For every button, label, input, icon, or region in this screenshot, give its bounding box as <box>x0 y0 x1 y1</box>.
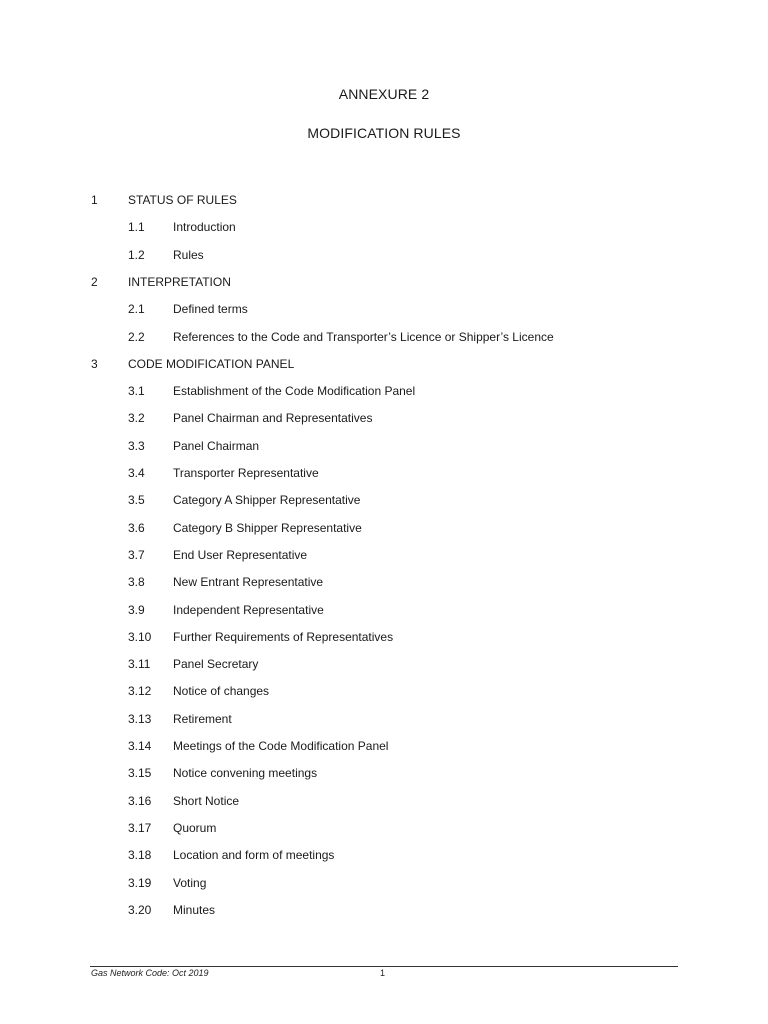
toc-item-title: Defined terms <box>173 302 248 317</box>
toc-subsection-row <box>0 765 768 781</box>
toc-item-number: 1 <box>91 193 98 207</box>
toc-subsection-row <box>0 465 768 481</box>
toc-item-number: 2 <box>91 274 98 289</box>
toc-subsection-row <box>0 602 768 618</box>
toc-item-number: 3.20 <box>128 902 152 917</box>
toc-item-number: 3.15 <box>128 766 152 781</box>
toc-item-number: 3.10 <box>128 629 152 644</box>
toc-item-title: Independent Representative <box>173 602 324 617</box>
toc-item-number: 2.1 <box>128 302 145 317</box>
toc-item-title: Establishment of the Code Modification Panel <box>173 384 416 399</box>
toc-item-number: 3.14 <box>128 739 152 753</box>
toc-item-title: Transporter Representative <box>173 466 319 480</box>
toc-item-number: 3.11 <box>128 657 151 672</box>
toc-subsection-row <box>0 820 768 836</box>
toc-subsection-row <box>0 520 768 536</box>
toc-subsection-row <box>0 875 768 891</box>
toc-item-title: Notice of changes <box>173 684 270 699</box>
toc-subsection-row <box>0 793 768 809</box>
toc-item-number: 3.1 <box>128 384 145 399</box>
toc-item-title: Introduction <box>173 220 236 235</box>
toc-item-number: 3.3 <box>128 438 145 453</box>
toc-item-title: INTERPRETATION <box>128 274 231 289</box>
annex-title: ANNEXURE 2 <box>338 86 430 102</box>
toc-item-title: Short Notice <box>173 793 240 808</box>
toc-item-title: Minutes <box>173 902 216 917</box>
toc-subsection-row <box>0 711 768 727</box>
toc-item-title: References to the Code and Transporter’s Licence or Shipper’s Licence <box>173 329 554 344</box>
toc-item-number: 3.5 <box>128 493 145 508</box>
toc-item-number: 3.13 <box>128 711 152 726</box>
toc-section-row <box>0 274 768 290</box>
toc-section-row <box>0 192 768 208</box>
toc-subsection-row <box>0 301 768 317</box>
toc-item-number: 3.17 <box>128 820 152 835</box>
footer-divider <box>90 966 678 967</box>
toc-subsection-row <box>0 847 768 863</box>
toc-item-number: 3 <box>91 356 98 371</box>
toc-item-number: 2.2 <box>128 329 145 344</box>
toc-subsection-row <box>0 329 768 345</box>
toc-item-title: Meetings of the Code Modification Panel <box>173 739 389 753</box>
toc-item-number: 3.7 <box>128 547 145 562</box>
toc-subsection-row <box>0 629 768 645</box>
toc-item-number: 3.4 <box>128 466 145 480</box>
document-title: MODIFICATION RULES <box>307 125 461 141</box>
toc-subsection-row <box>0 683 768 699</box>
toc-item-number: 3.2 <box>128 411 145 426</box>
toc-item-title: Further Requirements of Representatives <box>173 629 394 644</box>
toc-item-number: 3.6 <box>128 520 145 535</box>
toc-item-title: Voting <box>173 875 207 890</box>
toc-item-title: Panel Chairman <box>173 438 260 453</box>
toc-item-title: STATUS OF RULES <box>128 193 237 207</box>
toc-subsection-row <box>0 247 768 263</box>
toc-item-title: Retirement <box>173 711 232 726</box>
toc-item-number: 3.18 <box>128 848 152 863</box>
toc-subsection-row <box>0 574 768 590</box>
toc-item-number: 3.8 <box>128 575 145 590</box>
toc-item-title: Quorum <box>173 820 217 835</box>
toc-item-title: Rules <box>173 247 204 262</box>
toc-item-title: Panel Secretary <box>173 657 259 672</box>
toc-subsection-row <box>0 219 768 235</box>
toc-item-title: Notice convening meetings <box>173 766 318 781</box>
toc-subsection-row <box>0 738 768 754</box>
toc-subsection-row <box>0 438 768 454</box>
toc-item-title: Location and form of meetings <box>173 848 335 863</box>
toc-subsection-row <box>0 656 768 672</box>
toc-section-row <box>0 356 768 372</box>
toc-item-number: 3.19 <box>128 875 152 890</box>
toc-item-title: End User Representative <box>173 547 308 562</box>
toc-subsection-row <box>0 410 768 426</box>
toc-item-number: 1.2 <box>128 247 145 262</box>
toc-item-title: New Entrant Representative <box>173 575 324 590</box>
toc-item-title: Panel Chairman and Representatives <box>173 411 373 426</box>
toc-item-title: Category B Shipper Representative <box>173 520 362 535</box>
toc-item-number: 1.1 <box>128 220 145 235</box>
footer-page-number: 1 <box>380 968 386 978</box>
toc-subsection-row <box>0 902 768 918</box>
toc-subsection-row <box>0 492 768 508</box>
toc-item-title: Category A Shipper Representative <box>173 493 361 508</box>
toc-item-number: 3.12 <box>128 684 152 699</box>
toc-subsection-row <box>0 547 768 563</box>
toc-item-title: CODE MODIFICATION PANEL <box>128 356 295 371</box>
footer-document-label: Gas Network Code: Oct 2019 <box>91 968 209 978</box>
toc-item-number: 3.9 <box>128 602 145 617</box>
toc-item-number: 3.16 <box>128 793 152 808</box>
toc-subsection-row <box>0 383 768 399</box>
